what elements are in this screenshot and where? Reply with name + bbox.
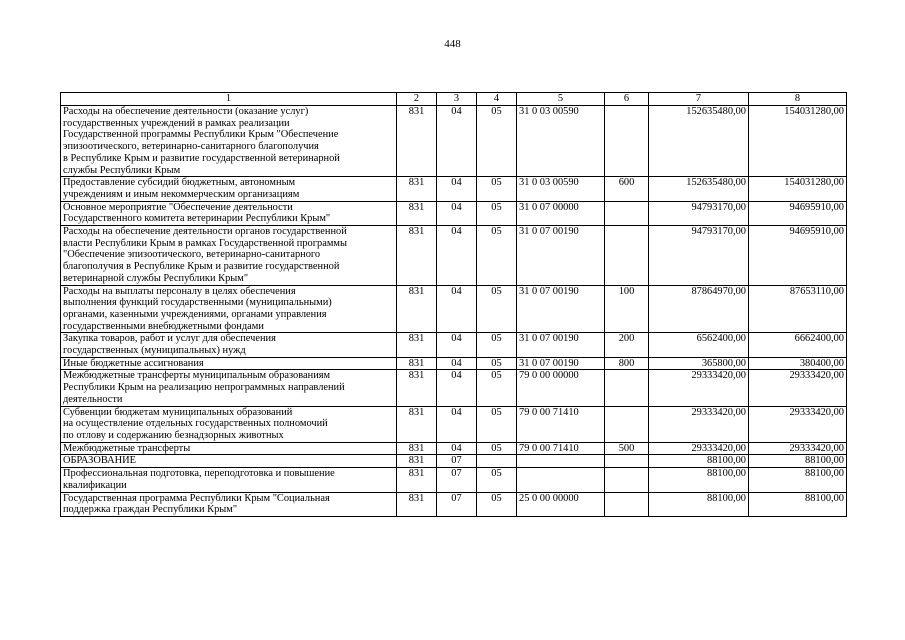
cell-amount-year2: 29333420,00 xyxy=(749,442,847,455)
table-row xyxy=(61,285,847,333)
cell-expense-type: 200 xyxy=(605,333,649,357)
header-row xyxy=(61,93,847,106)
cell-target-article xyxy=(517,455,605,468)
cell-target-article: 31 0 07 00190 xyxy=(517,285,605,333)
cell-subsection: 05 xyxy=(477,201,517,225)
row-name: Основное мероприятие "Обеспечение деятельности Государственного комитета ветеринарии Республики Крым" xyxy=(61,201,397,225)
cell-target-article: 31 0 07 00190 xyxy=(517,357,605,370)
column-header: 1 xyxy=(61,93,397,106)
cell-expense-type xyxy=(605,370,649,406)
cell-section: 04 xyxy=(437,370,477,406)
cell-target-article: 31 0 03 00590 xyxy=(517,106,605,177)
cell-subsection: 05 xyxy=(477,406,517,442)
row-name: Государственная программа Республики Крым "Социальная поддержка граждан Республики Крым" xyxy=(61,492,397,516)
cell-section: 04 xyxy=(437,226,477,286)
column-header: 4 xyxy=(477,93,517,106)
table-row xyxy=(61,333,847,357)
cell-target-article: 79 0 00 71410 xyxy=(517,442,605,455)
cell-section: 04 xyxy=(437,333,477,357)
cell-target-article: 79 0 00 71410 xyxy=(517,406,605,442)
row-name: Расходы на обеспечение деятельности органов государственной власти Республики Крым в рамках Государственной программы "Обеспечение эпизоотического, ветеринарно-санитарного благополучия в Республике Крым и развитие государственной ветеринарной службы Республики Крым" xyxy=(61,226,397,286)
cell-admin-code: 831 xyxy=(397,492,437,516)
cell-target-article: 31 0 07 00190 xyxy=(517,226,605,286)
cell-amount-year2: 154031280,00 xyxy=(749,177,847,201)
cell-target-article: 31 0 07 00190 xyxy=(517,333,605,357)
table-row xyxy=(61,370,847,406)
cell-amount-year1: 6562400,00 xyxy=(649,333,749,357)
cell-amount-year1: 365800,00 xyxy=(649,357,749,370)
cell-subsection: 05 xyxy=(477,285,517,333)
cell-admin-code: 831 xyxy=(397,357,437,370)
cell-expense-type: 100 xyxy=(605,285,649,333)
cell-section: 04 xyxy=(437,406,477,442)
cell-expense-type xyxy=(605,468,649,492)
table-row xyxy=(61,357,847,370)
cell-target-article: 31 0 03 00590 xyxy=(517,177,605,201)
cell-amount-year1: 29333420,00 xyxy=(649,370,749,406)
cell-amount-year2: 29333420,00 xyxy=(749,406,847,442)
cell-admin-code: 831 xyxy=(397,226,437,286)
cell-amount-year2: 154031280,00 xyxy=(749,106,847,177)
budget-table xyxy=(60,92,847,517)
cell-subsection: 05 xyxy=(477,357,517,370)
column-header: 7 xyxy=(649,93,749,106)
row-name: Иные бюджетные ассигнования xyxy=(61,357,397,370)
cell-amount-year1: 94793170,00 xyxy=(649,201,749,225)
cell-subsection: 05 xyxy=(477,468,517,492)
table-row xyxy=(61,468,847,492)
table-row xyxy=(61,177,847,201)
cell-subsection: 05 xyxy=(477,442,517,455)
row-name: Расходы на обеспечение деятельности (оказание услуг) государственных учреждений в рамках реализации Государственной программы Республики Крым "Обеспечение эпизоотического, ветеринарно-санитарного благополучия в Республике Крым и развитие государственной ветеринарной службы Республики Крым xyxy=(61,106,397,177)
cell-section: 04 xyxy=(437,201,477,225)
cell-subsection: 05 xyxy=(477,333,517,357)
cell-admin-code: 831 xyxy=(397,468,437,492)
cell-section: 04 xyxy=(437,442,477,455)
cell-expense-type xyxy=(605,106,649,177)
cell-amount-year2: 88100,00 xyxy=(749,492,847,516)
cell-admin-code: 831 xyxy=(397,442,437,455)
cell-section: 07 xyxy=(437,455,477,468)
cell-expense-type xyxy=(605,406,649,442)
cell-admin-code: 831 xyxy=(397,106,437,177)
cell-amount-year2: 6662400,00 xyxy=(749,333,847,357)
cell-expense-type xyxy=(605,492,649,516)
cell-admin-code: 831 xyxy=(397,455,437,468)
cell-admin-code: 831 xyxy=(397,333,437,357)
table-row xyxy=(61,442,847,455)
cell-expense-type xyxy=(605,455,649,468)
cell-subsection: 05 xyxy=(477,177,517,201)
cell-amount-year2: 87653110,00 xyxy=(749,285,847,333)
column-header: 6 xyxy=(605,93,649,106)
table-row xyxy=(61,106,847,177)
cell-amount-year1: 88100,00 xyxy=(649,455,749,468)
cell-amount-year2: 88100,00 xyxy=(749,455,847,468)
cell-amount-year1: 88100,00 xyxy=(649,468,749,492)
column-header: 8 xyxy=(749,93,847,106)
cell-expense-type: 500 xyxy=(605,442,649,455)
cell-amount-year1: 29333420,00 xyxy=(649,442,749,455)
row-name: Предоставление субсидий бюджетным, автономным учреждениям и иным некоммерческим организациям xyxy=(61,177,397,201)
cell-amount-year2: 94695910,00 xyxy=(749,226,847,286)
row-name: Межбюджетные трансферты муниципальным образованиям Республики Крым на реализацию непрограммных направлений деятельности xyxy=(61,370,397,406)
table-row xyxy=(61,455,847,468)
cell-section: 04 xyxy=(437,177,477,201)
cell-subsection: 05 xyxy=(477,106,517,177)
cell-section: 04 xyxy=(437,357,477,370)
cell-admin-code: 831 xyxy=(397,370,437,406)
cell-amount-year1: 152635480,00 xyxy=(649,177,749,201)
row-name: Субвенции бюджетам муниципальных образований на осуществление отдельных государственных полномочий по отлову и содержанию безнадзорных животных xyxy=(61,406,397,442)
cell-admin-code: 831 xyxy=(397,177,437,201)
cell-section: 07 xyxy=(437,468,477,492)
cell-amount-year2: 88100,00 xyxy=(749,468,847,492)
cell-section: 04 xyxy=(437,285,477,333)
cell-amount-year1: 87864970,00 xyxy=(649,285,749,333)
cell-subsection xyxy=(477,455,517,468)
cell-expense-type xyxy=(605,201,649,225)
cell-admin-code: 831 xyxy=(397,285,437,333)
table-row xyxy=(61,201,847,225)
cell-admin-code: 831 xyxy=(397,406,437,442)
column-header: 5 xyxy=(517,93,605,106)
cell-amount-year1: 94793170,00 xyxy=(649,226,749,286)
cell-expense-type: 600 xyxy=(605,177,649,201)
cell-amount-year1: 29333420,00 xyxy=(649,406,749,442)
cell-expense-type: 800 xyxy=(605,357,649,370)
cell-section: 07 xyxy=(437,492,477,516)
row-name: Межбюджетные трансферты xyxy=(61,442,397,455)
row-name: Расходы на выплаты персоналу в целях обеспечения выполнения функций государственными (муниципальными) органами, казенными учреждениями, органами управления государственными внебюджетными фондами xyxy=(61,285,397,333)
cell-amount-year2: 380400,00 xyxy=(749,357,847,370)
row-name: Профессиональная подготовка, переподготовка и повышение квалификации xyxy=(61,468,397,492)
table-row xyxy=(61,226,847,286)
row-name: Закупка товаров, работ и услуг для обеспечения государственных (муниципальных) нужд xyxy=(61,333,397,357)
cell-target-article xyxy=(517,468,605,492)
cell-subsection: 05 xyxy=(477,492,517,516)
cell-target-article: 79 0 00 00000 xyxy=(517,370,605,406)
cell-subsection: 05 xyxy=(477,226,517,286)
cell-section: 04 xyxy=(437,106,477,177)
column-header: 3 xyxy=(437,93,477,106)
cell-subsection: 05 xyxy=(477,370,517,406)
cell-amount-year1: 152635480,00 xyxy=(649,106,749,177)
page-number: 448 xyxy=(444,38,461,50)
row-name: ОБРАЗОВАНИЕ xyxy=(61,455,397,468)
cell-target-article: 25 0 00 00000 xyxy=(517,492,605,516)
column-header: 2 xyxy=(397,93,437,106)
table-row xyxy=(61,492,847,516)
cell-amount-year2: 29333420,00 xyxy=(749,370,847,406)
table-row xyxy=(61,406,847,442)
cell-amount-year2: 94695910,00 xyxy=(749,201,847,225)
cell-target-article: 31 0 07 00000 xyxy=(517,201,605,225)
cell-expense-type xyxy=(605,226,649,286)
cell-admin-code: 831 xyxy=(397,201,437,225)
cell-amount-year1: 88100,00 xyxy=(649,492,749,516)
